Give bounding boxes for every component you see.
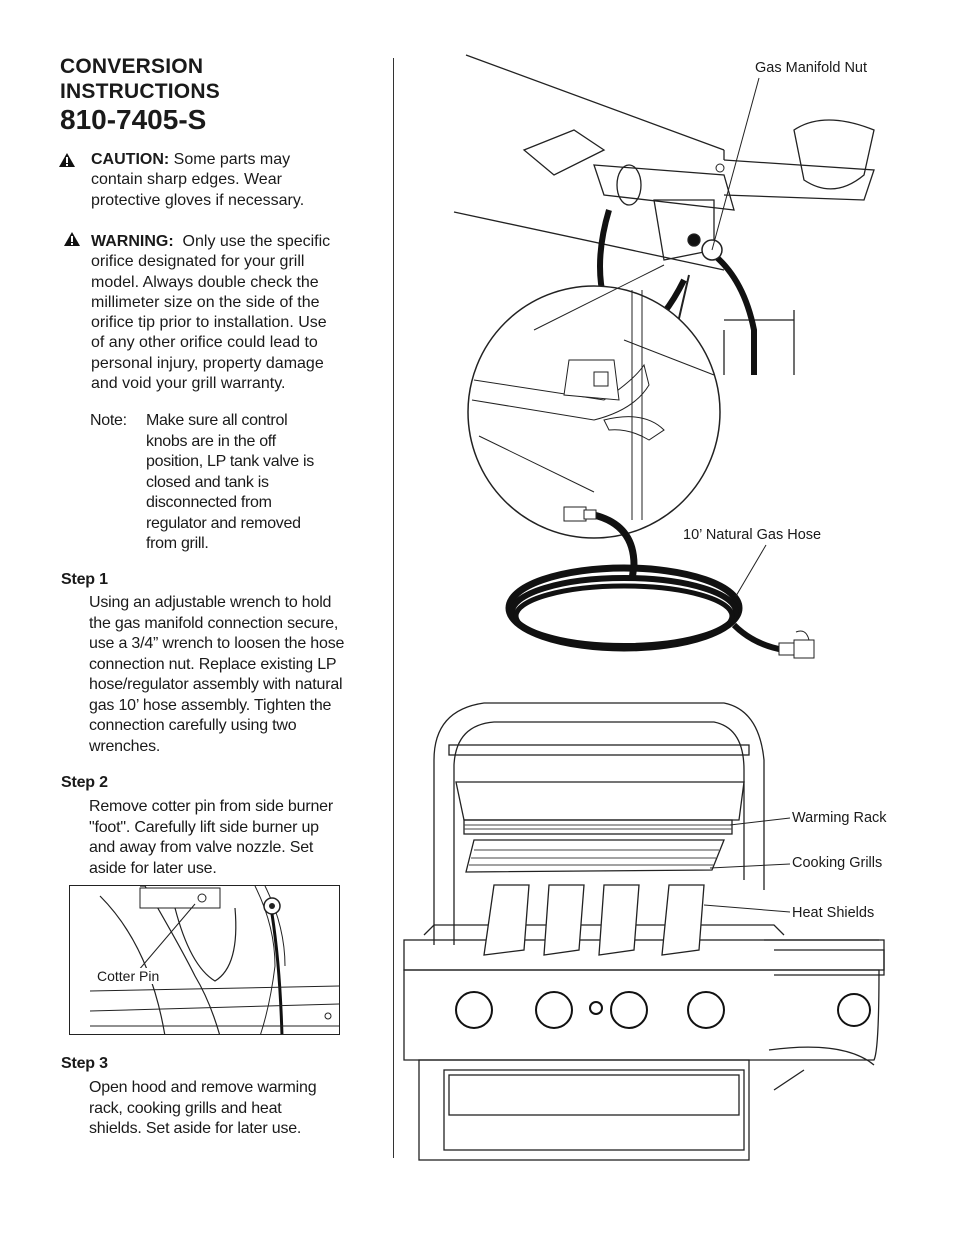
step-line: "foot". Carefully lift side burner up [89,818,319,836]
warning-text: personal injury, property damage [91,354,324,372]
cotter-pin-label: Cotter Pin [97,968,160,984]
step-line: rack, cooking grills and heat [89,1099,282,1117]
grill-illustrations [394,0,954,1235]
step-line: use a 3/4” wrench to loosen the hose [89,635,345,652]
note-line: regulator and removed [146,514,301,532]
heat-shields [484,885,704,955]
side-burner-drawing [70,886,340,1035]
step-3-body [89,1078,374,1140]
note-line: from grill. [146,535,209,552]
step-line: gas 10’ hose assembly. Tighten the [89,696,332,714]
step-line: and away from valve nozzle. Set [89,839,314,856]
warning-text: Only use the specific [173,233,331,250]
warning-text: orifice tip prior to installation. Use [91,314,327,332]
cooking-grills-callout: Cooking Grills [792,855,883,871]
step-line: Using an adjustable wrench to hold [89,594,332,611]
note-line: Make sure all control [146,412,288,429]
document-title [60,54,220,104]
natural-gas-hose-callout: 10’ Natural Gas Hose [683,527,822,543]
hose-fitting-bottom-nut [794,640,814,658]
instructions-column [0,0,392,1235]
warning-paragraph [91,232,386,394]
hose-fitting-cap [796,631,809,640]
control-knobs [456,992,870,1028]
warning-text: millimeter size on the side of the [91,293,320,311]
gas-manifold-nut-callout: Gas Manifold Nut [755,60,868,76]
caution-paragraph [91,150,381,211]
hose-fitting-bottom [779,643,794,655]
step-3-heading: Step 3 [61,1055,108,1072]
note-line: position, LP tank valve is [146,453,315,470]
step-1-heading: Step 1 [61,571,108,588]
note-label: Note: [90,412,127,429]
warning-text: and void your grill warranty. [91,375,286,393]
note-line: disconnected from [146,494,272,511]
step-2-body [89,797,374,879]
model-number: 810-7405-S [60,104,207,135]
step-line: hose/regulator assembly with natural [89,676,343,693]
caution-label: CAUTION: [91,151,170,168]
step-line: Remove cotter pin from side burner [89,798,333,815]
step-line: Open hood and remove warming [89,1079,317,1096]
step-line: wrenches. [89,737,161,755]
grill-drawing [404,703,884,1160]
cotter-pin-illustration [69,885,340,1035]
title-line-2: INSTRUCTIONS [60,80,220,103]
callout-leader-lines [704,78,790,912]
step-2-heading: Step 2 [61,774,108,791]
step-line: shields. Set aside for later use. [89,1120,302,1137]
warning-text: model. Always double check the [91,273,319,291]
lp-hose-right [714,255,754,375]
step-line: connection carefully using two [89,717,297,734]
caution-warning-icon [58,152,76,168]
step-1-body [89,593,374,757]
caution-text: Some parts may [169,151,291,168]
warning-text: of any other orifice could lead to [91,334,318,352]
screw [716,164,724,172]
grill-grate-lines [464,825,732,865]
step-line: aside for later use. [89,859,217,877]
step-line: the gas manifold connection secure, [89,614,339,632]
warning-text: orifice designated for your grill [91,253,305,271]
warming-rack-callout: Warming Rack [792,810,887,826]
hose-fitting-top [564,507,586,521]
caution-text: contain sharp edges. Wear [91,171,282,189]
title-line-1: CONVERSION [60,55,204,78]
heat-shields-callout: Heat Shields [792,905,875,921]
caution-text: protective gloves if necessary. [91,191,305,209]
warning-icon [63,231,81,247]
step-line: connection nut. Replace existing LP [89,655,337,673]
hose-fitting-top-nut [584,510,596,519]
note-line: knobs are in the off [146,432,276,450]
note-body [146,411,346,555]
note-line: closed and tank is [146,473,269,491]
warning-label: WARNING: [91,233,174,250]
